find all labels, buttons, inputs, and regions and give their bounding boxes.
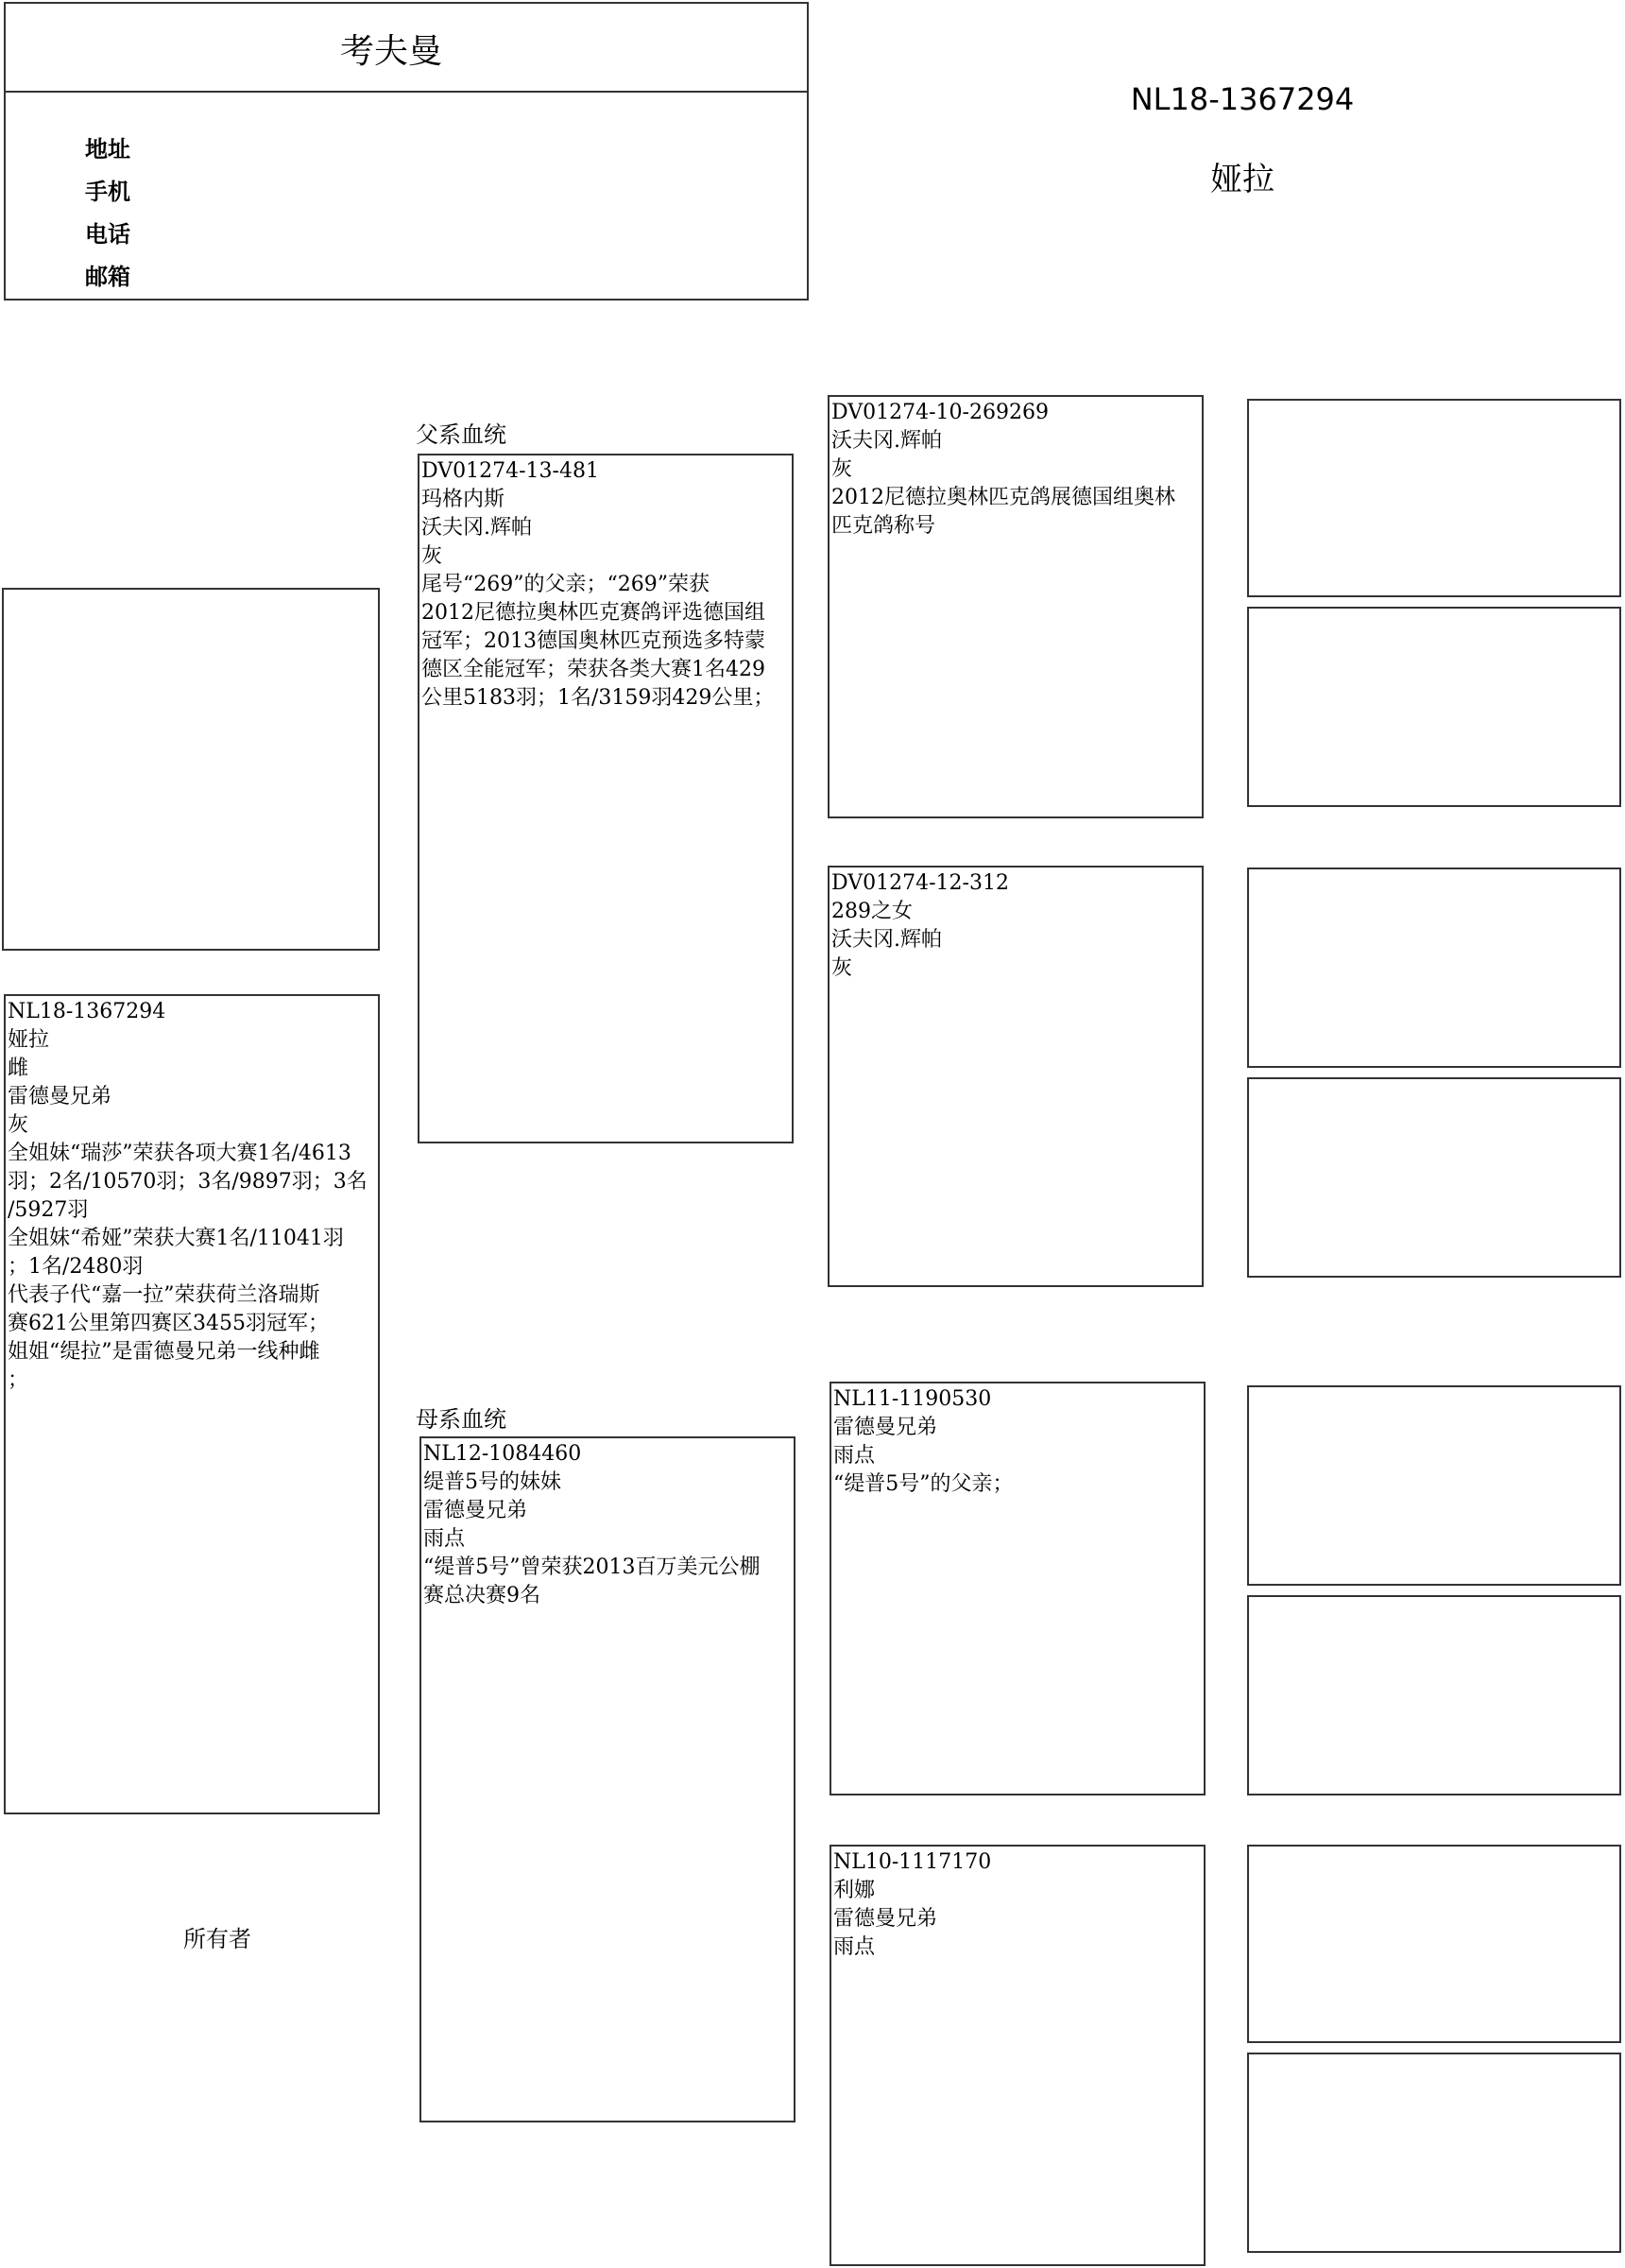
- granddam-paternal-lines: [831, 869, 1200, 983]
- pedigree-line: 羽；2名/10570羽；3名/9897羽；3名: [8, 1170, 368, 1194]
- pedigree-line: 雌: [8, 1057, 29, 1080]
- phone-label: 电话: [85, 221, 130, 248]
- pedigree-line: 灰: [421, 544, 443, 568]
- pedigree-line: 娅拉: [8, 1028, 50, 1052]
- pedigree-line: 匹克鸽称号: [831, 514, 936, 538]
- subject-card: [4, 994, 380, 1814]
- great-grandparent-box: [1247, 2053, 1621, 2253]
- grandsire-maternal-lines: [833, 1385, 1202, 1499]
- mobile-label: 手机: [85, 179, 130, 205]
- great-grandparent-box: [1247, 1595, 1621, 1796]
- granddam-maternal-card: [830, 1845, 1206, 2266]
- paternal-label: 父系血统: [416, 421, 506, 448]
- pedigree-line: 2012尼德拉奥林匹克赛鸽评选德国组: [421, 601, 765, 625]
- pedigree-line: 公里5183羽；1名/3159羽429公里；: [421, 686, 775, 710]
- maternal-label: 母系血统: [416, 1406, 506, 1433]
- grandsire-maternal-card: [830, 1382, 1206, 1796]
- pedigree-line: 尾号“269”的父亲；“269”荣获: [421, 573, 710, 596]
- pedigree-line: DV01274-13-481: [421, 459, 599, 483]
- pedigree-line: /5927羽: [8, 1198, 89, 1222]
- dam-card: [419, 1436, 795, 2122]
- granddam-maternal-lines: [833, 1848, 1202, 1962]
- pedigree-line: 利娜: [833, 1879, 876, 1902]
- granddam-paternal-card: [828, 866, 1204, 1287]
- pedigree-line: ；1名/2480羽: [8, 1255, 144, 1279]
- pedigree-line: 雨点: [833, 1444, 876, 1468]
- pedigree-line: NL18-1367294: [8, 1000, 166, 1023]
- pedigree-line: 玛格内斯: [421, 488, 505, 511]
- pedigree-line: 灰: [831, 956, 853, 980]
- pedigree-line: 姐姐“缇拉”是雷德曼兄弟一线种雌: [8, 1340, 320, 1364]
- pedigree-line: 冠军；2013德国奥林匹克预选多特蒙: [421, 629, 765, 653]
- great-grandparent-box: [1247, 1385, 1621, 1586]
- pedigree-line: 雨点: [423, 1527, 466, 1551]
- grandsire-paternal-lines: [831, 399, 1200, 541]
- pedigree-line: 雷德曼兄弟: [423, 1499, 528, 1522]
- sire-lines: [421, 457, 790, 713]
- pedigree-line: NL11-1190530: [833, 1387, 992, 1411]
- pedigree-line: NL12-1084460: [423, 1442, 582, 1466]
- pedigree-line: 雷德曼兄弟: [8, 1085, 112, 1108]
- pedigree-line: 缇普5号的妹妹: [423, 1470, 561, 1494]
- pedigree-line: 沃夫冈.辉帕: [831, 928, 942, 952]
- pedigree-line: 雨点: [833, 1935, 876, 1959]
- sire-card: [418, 454, 794, 1143]
- pedigree-line: 雷德曼兄弟: [833, 1907, 938, 1931]
- pedigree-line: 赛621公里第四赛区3455羽冠军；: [8, 1312, 329, 1335]
- header-box: [4, 2, 809, 301]
- subject-lines: [8, 998, 376, 1395]
- great-grandparent-box: [1247, 607, 1621, 807]
- pedigree-line: 沃夫冈.辉帕: [831, 429, 942, 453]
- owner-label: 所有者: [183, 1926, 251, 1952]
- subject-photo-frame: [2, 588, 380, 951]
- pedigree-line: “缇普5号”的父亲；: [833, 1472, 1014, 1496]
- pedigree-line: 雷德曼兄弟: [833, 1416, 938, 1439]
- grandsire-paternal-card: [828, 395, 1204, 818]
- header-ring-number: NL18-1367294: [1130, 81, 1355, 117]
- contact-labels: [85, 129, 130, 299]
- header-divider: [6, 91, 807, 93]
- pedigree-line: DV01274-12-312: [831, 871, 1009, 895]
- pedigree-line: “缇普5号”曾荣获2013百万美元公棚: [423, 1555, 761, 1579]
- great-grandparent-box: [1247, 868, 1621, 1068]
- header-bird-name: 娅拉: [1210, 161, 1274, 198]
- pedigree-line: 代表子代“嘉一拉”荣获荷兰洛瑞斯: [8, 1283, 320, 1307]
- great-grandparent-box: [1247, 1077, 1621, 1278]
- pedigree-line: 沃夫冈.辉帕: [421, 516, 532, 540]
- pedigree-line: NL10-1117170: [833, 1850, 992, 1874]
- pedigree-line: 德区全能冠军；荣获各类大赛1名429: [421, 658, 765, 681]
- pedigree-line: 2012尼德拉奥林匹克鸽展德国组奥林: [831, 486, 1175, 509]
- dam-lines: [423, 1440, 792, 1610]
- pedigree-line: 全姐妹“瑞莎”荣获各项大赛1名/4613: [8, 1142, 351, 1165]
- pedigree-line: ；: [8, 1368, 29, 1392]
- pedigree-line: 灰: [8, 1113, 29, 1137]
- email-label: 邮箱: [85, 264, 130, 290]
- pedigree-line: 灰: [831, 457, 853, 481]
- header-title: 考夫曼: [339, 32, 442, 71]
- pedigree-line: DV01274-10-269269: [831, 401, 1049, 424]
- pedigree-line: 赛总决赛9名: [423, 1584, 540, 1607]
- address-label: 地址: [85, 136, 130, 163]
- great-grandparent-box: [1247, 399, 1621, 597]
- great-grandparent-box: [1247, 1845, 1621, 2043]
- pedigree-line: 289之女: [831, 900, 913, 923]
- pedigree-line: 全姐妹“希娅”荣获大赛1名/11041羽: [8, 1227, 344, 1250]
